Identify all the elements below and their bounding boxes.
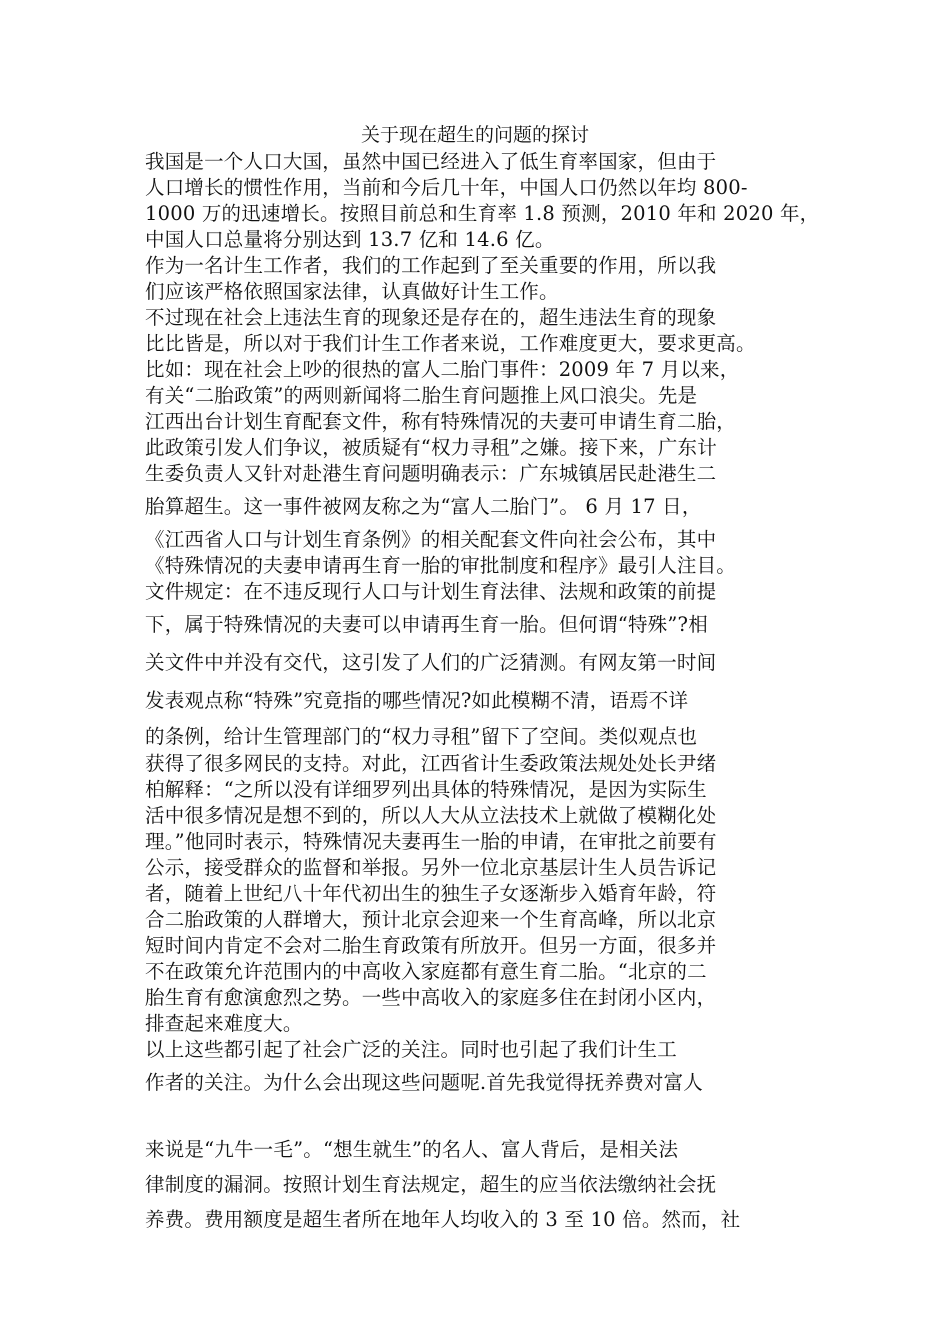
text-line: 合二胎政策的人群增大，预计北京会迎来一个生育高峰，所以北京 — [145, 908, 717, 931]
text-line: 柏解释：“之所以没有详细罗列出具体的特殊情况，是因为实际生 — [145, 778, 707, 801]
text-line: 文件规定：在不违反现行人口与计划生育法律、法规和政策的前提 — [145, 580, 717, 603]
text-line: 有关“二胎政策”的两则新闻将二胎生育问题推上风口浪尖。先是 — [145, 384, 698, 407]
text-line: 中国人口总量将分别达到 13.7 亿和 14.6 亿。 — [145, 228, 555, 251]
text-line: 《特殊情况的夫妻申请再生育一胎的审批制度和程序》最引人注目。 — [145, 554, 737, 577]
text-line: 关文件中并没有交代，这引发了人们的广泛猜测。有网友第一时间 — [145, 651, 717, 674]
text-line: 《江西省人口与计划生育条例》的相关配套文件向社会公布，其中 — [145, 528, 717, 551]
text-line: 来说是“九牛一毛”。“想生就生”的名人、富人背后，是相关法 — [145, 1138, 679, 1161]
text-line: 作者的关注。为什么会出现这些问题呢.首先我觉得抚养费对富人 — [145, 1071, 703, 1094]
text-line: 以上这些都引起了社会广泛的关注。同时也引起了我们计生工 — [145, 1038, 677, 1061]
text-line: 比如：现在社会上吵的很热的富人二胎门事件：2009 年 7 月以来， — [145, 358, 740, 381]
text-line: 养费。费用额度是超生者所在地年人均收入的 3 至 10 倍。然而，社 — [145, 1208, 741, 1231]
text-line: 此政策引发人们争议，被质疑有“权力寻租”之嫌。接下来，广东计 — [145, 436, 717, 459]
text-line: 者，随着上世纪八十年代初出生的独生子女逐渐步入婚育年龄，符 — [145, 882, 717, 905]
text-line: 活中很多情况是想不到的，所以人大从立法技术上就做了模糊化处 — [145, 804, 717, 827]
text-line: 的条例，给计生管理部门的“权力寻租”留下了空间。类似观点也 — [145, 725, 698, 748]
text-line: 人口增长的惯性作用，当前和今后几十年，中国人口仍然以年均 800- — [145, 176, 748, 199]
text-line: 胎生育有愈演愈烈之势。一些中高收入的家庭多住在封闭小区内， — [145, 986, 717, 1009]
text-line: 1000 万的迅速增长。按照目前总和生育率 1.8 预测，2010 年和 2020 年， — [145, 202, 820, 225]
text-line: 理。”他同时表示，特殊情况夫妻再生一胎的申请，在审批之前要有 — [145, 830, 717, 853]
text-line: 短时间内肯定不会对二胎生育政策有所放开。但另一方面，很多并 — [145, 934, 717, 957]
text-line: 作为一名计生工作者，我们的工作起到了至关重要的作用，所以我 — [145, 254, 717, 277]
text-line: 生委负责人又针对赴港生育问题明确表示：广东城镇居民赴港生二 — [145, 462, 717, 485]
text-line: 排查起来难度大。 — [145, 1012, 303, 1035]
text-line: 胎算超生。这一事件被网友称之为“富人二胎门”。 6 月 17 日， — [145, 495, 702, 518]
text-line: 不过现在社会上违法生育的现象还是存在的，超生违法生育的现象 — [145, 306, 717, 329]
text-line: 江西出台计划生育配套文件，称有特殊情况的夫妻可申请生育二胎， — [145, 410, 737, 433]
text-line: 公示，接受群众的监督和举报。另外一位北京基层计生人员告诉记 — [145, 856, 717, 879]
text-line: 我国是一个人口大国，虽然中国已经进入了低生育率国家，但由于 — [145, 150, 717, 173]
text-line: 获得了很多网民的支持。对此，江西省计生委政策法规处处长尹绪 — [145, 752, 717, 775]
text-line: 律制度的漏洞。按照计划生育法规定，超生的应当依法缴纳社会抚 — [145, 1173, 717, 1196]
text-line: 不在政策允许范围内的中高收入家庭都有意生育二胎。“北京的二 — [145, 960, 707, 983]
text-line: 发表观点称“特殊”究竟指的哪些情况?如此模糊不清，语焉不详 — [145, 689, 689, 712]
text-line: 下，属于特殊情况的夫妻可以申请再生育一胎。但何谓“特殊”?相 — [145, 613, 708, 636]
text-line: 们应该严格依照国家法律，认真做好计生工作。 — [145, 280, 559, 303]
document-title: 关于现在超生的问题的探讨 — [360, 124, 589, 146]
text-line: 比比皆是，所以对于我们计生工作者来说，工作难度更大，要求更高。 — [145, 332, 756, 355]
